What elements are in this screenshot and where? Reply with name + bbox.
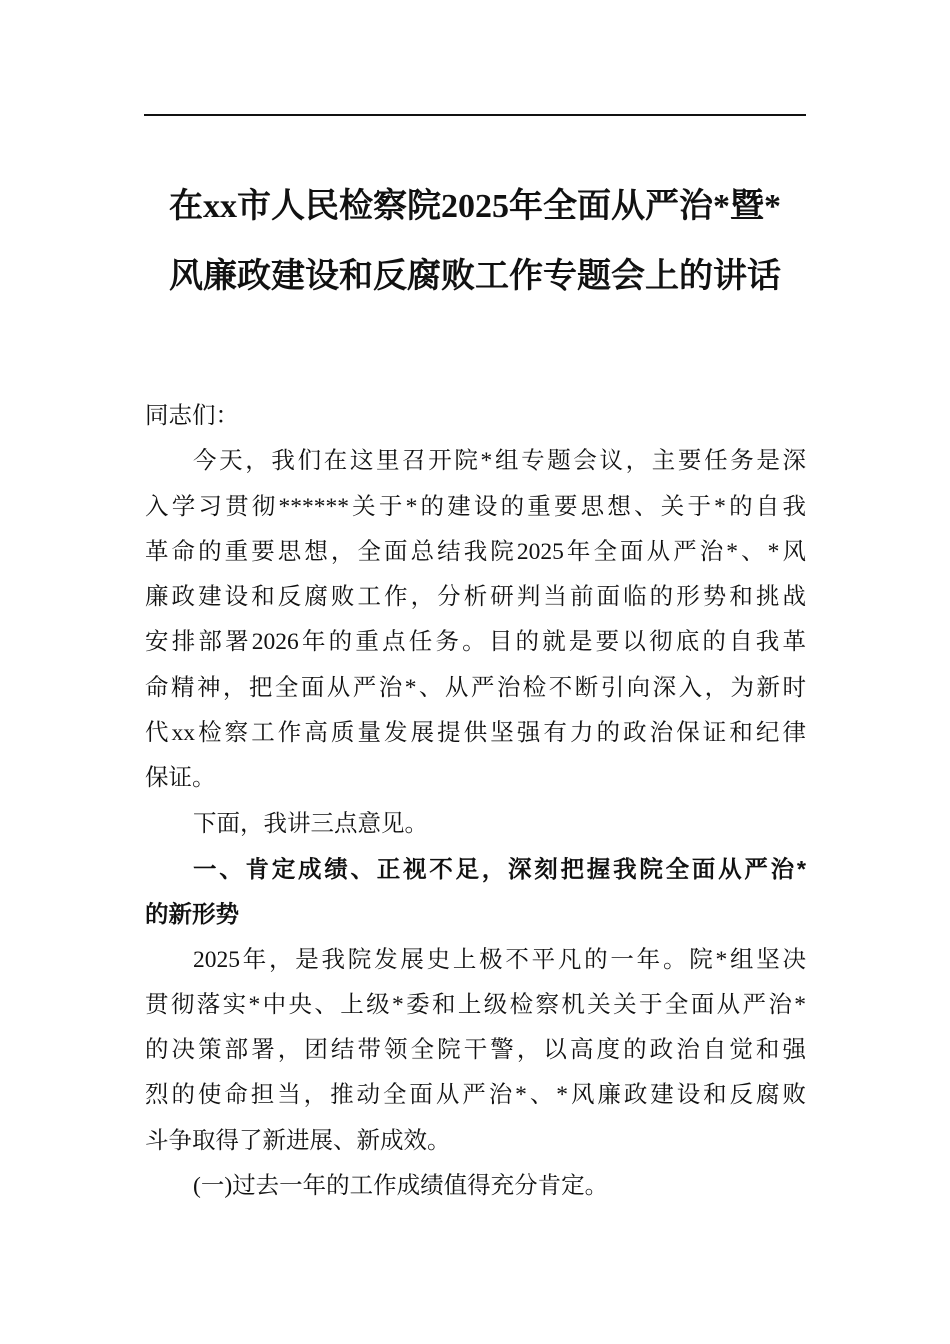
- text-line: 安排部署2026年的重点任务。目的就是要以彻底的自我革: [145, 629, 806, 656]
- title-line-1: 在xx市人民检察院2025年全面从严治*暨*: [169, 188, 781, 225]
- text-line: (一)过去一年的工作成绩值得充分肯定。: [193, 1173, 609, 1200]
- subsection-heading-1: [145, 1164, 806, 1209]
- text-line: 贯彻落实*中央、上级*委和上级检察机关关于全面从严治*: [145, 991, 806, 1018]
- heading-line: 的新形势: [145, 901, 239, 928]
- title-line-2: 风廉政建设和反腐败工作专题会上的讲话: [169, 258, 781, 295]
- heading-line: 一、肯定成绩、正视不足，深刻把握我院全面从严治*: [193, 855, 806, 882]
- text-line: 斗争取得了新进展、新成效。: [145, 1127, 451, 1154]
- paragraph-intro: [145, 439, 806, 801]
- text-line: 廉政建设和反腐败工作，分析研判当前面临的形势和挑战: [145, 584, 806, 611]
- text-line: 2025年，是我院发展史上极不平凡的一年。院*组坚决: [193, 946, 806, 973]
- text-line: 入学习贯彻******关于*的建设的重要思想、关于*的自我: [145, 493, 806, 520]
- text-line: 今天，我们在这里召开院*组专题会议，主要任务是深: [193, 448, 806, 475]
- paragraph-transition: [145, 802, 806, 847]
- text-line: 革命的重要思想，全面总结我院2025年全面从严治*、*风: [145, 538, 806, 565]
- text-line: 下面，我讲三点意见。: [193, 810, 428, 837]
- paragraph-2025: [145, 938, 806, 1164]
- text-line: 保证。: [145, 765, 216, 792]
- document-body: [145, 394, 806, 1209]
- text-line: 命精神，把全面从严治*、从严治检不断引向深入，为新时: [145, 674, 806, 701]
- text-line: 代xx检察工作高质量发展提供坚强有力的政治保证和纪律: [145, 720, 806, 747]
- document-title: [130, 172, 820, 312]
- text-line: 烈的使命担当，推动全面从严治*、*风廉政建设和反腐败: [145, 1082, 806, 1109]
- header-rule: [144, 114, 806, 116]
- text-line: 的决策部署，团结带领全院干警，以高度的政治自觉和强: [145, 1037, 806, 1064]
- salutation: 同志们：: [145, 403, 239, 429]
- section-heading-1: [145, 847, 806, 938]
